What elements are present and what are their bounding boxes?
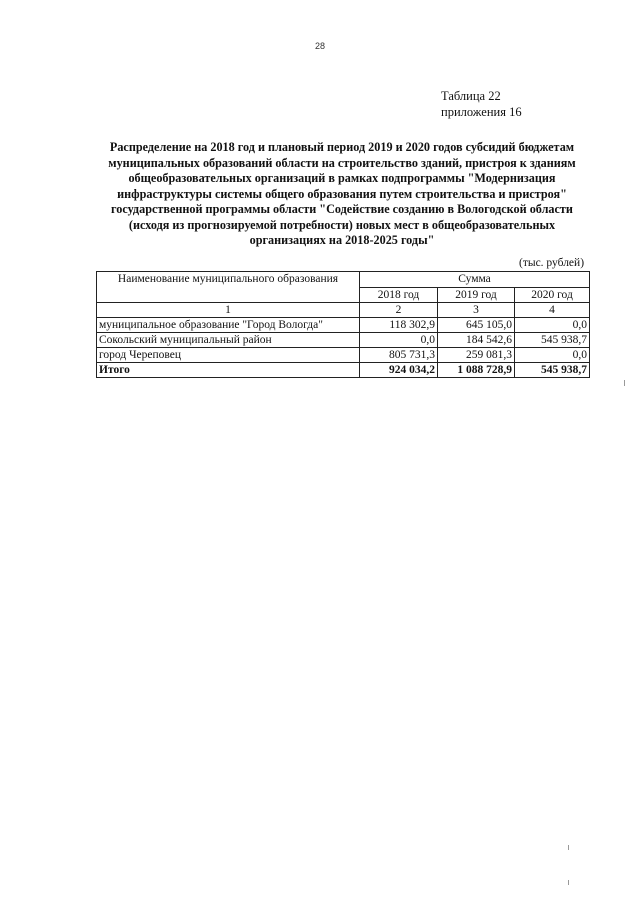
header-year-2020: 2020 год	[515, 287, 590, 303]
table-reference	[441, 88, 522, 120]
scan-mark	[568, 845, 569, 850]
value-2018: 805 731,3	[360, 348, 438, 363]
table-row	[97, 333, 590, 348]
title-line: государственной программы области "Содействие созданию в Вологодской области	[111, 202, 573, 216]
column-number: 2	[360, 303, 438, 318]
value-2020: 0,0	[515, 348, 590, 363]
total-2020: 545 938,7	[515, 363, 590, 378]
header-name-cell: Наименование муниципального образования	[97, 272, 360, 303]
column-number: 3	[438, 303, 515, 318]
column-number: 1	[97, 303, 360, 318]
title-line: инфраструктуры системы общего образования путем строительства и пристроя"	[117, 186, 567, 201]
scan-mark	[568, 880, 569, 885]
subsidy-table	[96, 271, 590, 378]
title-line: (исходя из прогнозируемой потребности) новых мест в общеобразовательных	[128, 217, 556, 232]
total-label: Итого	[97, 363, 360, 378]
header-sum-cell: Сумма	[360, 272, 590, 288]
total-2018: 924 034,2	[360, 363, 438, 378]
page-number: 28	[314, 41, 325, 51]
row-name: Сокольский муниципальный район	[97, 333, 360, 348]
column-number-row	[97, 303, 590, 318]
value-2018: 118 302,9	[360, 318, 438, 333]
value-2019: 184 542,6	[438, 333, 515, 348]
row-name: город Череповец	[97, 348, 360, 363]
value-2020: 545 938,7	[515, 333, 590, 348]
units-label: (тыс. рублей)	[519, 257, 585, 269]
title-line: Распределение на 2018 год и плановый период 2019 и 2020 годов субсидий бюджетам	[109, 140, 575, 154]
title-line: муниципальных образований области на строительство зданий, пристроя к зданиям	[108, 155, 576, 170]
header-year-2018: 2018 год	[360, 287, 438, 303]
value-2019: 645 105,0	[438, 318, 515, 333]
value-2020: 0,0	[515, 318, 590, 333]
value-2019: 259 081,3	[438, 348, 515, 363]
header-year-2019: 2019 год	[438, 287, 515, 303]
row-name: муниципальное образование "Город Вологда"	[97, 318, 360, 333]
title-line: организациях на 2018-2025 годы"	[249, 233, 435, 247]
document-title	[92, 140, 592, 249]
table-row	[97, 348, 590, 363]
column-number: 4	[515, 303, 590, 318]
title-line: общеобразовательных организаций в рамках подпрограммы "Модернизация	[128, 171, 556, 185]
total-2019: 1 088 728,9	[438, 363, 515, 378]
value-2018: 0,0	[360, 333, 438, 348]
scan-mark	[624, 380, 625, 386]
table-header-row	[97, 272, 590, 288]
table-total-row	[97, 363, 590, 378]
appendix-label: приложения 16	[441, 105, 522, 119]
table-label: Таблица 22	[441, 89, 501, 103]
table-row	[97, 318, 590, 333]
